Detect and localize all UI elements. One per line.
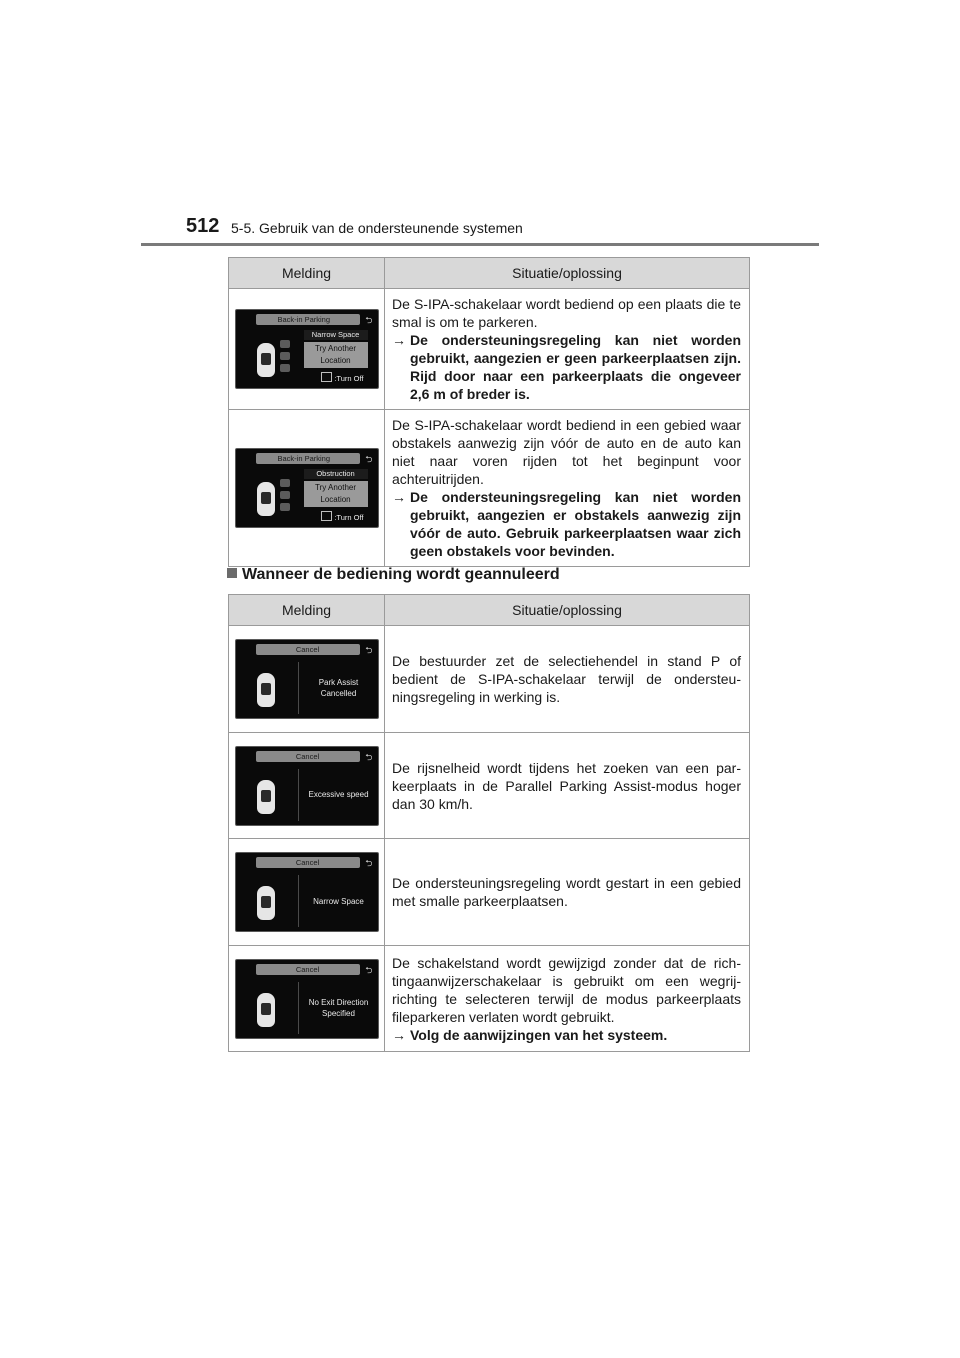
screen-divider: [298, 875, 299, 927]
screen-footer-text: :Turn Off: [334, 513, 364, 522]
table-header-row: [229, 258, 750, 289]
sensor-icon: [280, 479, 290, 487]
table-row: [229, 410, 750, 567]
screen-highlight-box: [304, 481, 368, 507]
car-icon: [257, 673, 275, 707]
message-screen-cell: [229, 733, 385, 839]
message-screen-cell: [229, 410, 385, 567]
message-table-1: [228, 257, 750, 567]
car-icon: [257, 993, 275, 1027]
screen-highlight-line2: Location: [320, 356, 351, 365]
switch-icon: [321, 511, 332, 521]
screen-divider: [298, 662, 299, 714]
screen-message: [300, 775, 378, 815]
solution-line: [392, 331, 741, 403]
sensor-icon: [280, 352, 290, 360]
screen-highlight-line1: Try Another: [314, 344, 357, 353]
display-screen-image: [235, 852, 379, 932]
table-row: [229, 839, 750, 946]
situation-cell: [385, 626, 750, 733]
message-table-2: [228, 594, 750, 1052]
screen-footer: [304, 511, 368, 523]
car-icon: [257, 482, 275, 516]
arrow-icon: →: [392, 489, 406, 505]
situation-cell: [385, 946, 750, 1052]
screen-status-line: Narrow Space: [304, 330, 368, 340]
screen-title: Back-in Parking: [256, 314, 360, 325]
car-icon: [257, 886, 275, 920]
screen-title: Cancel: [256, 964, 360, 975]
screen-message-line2: Specified: [322, 1008, 355, 1018]
square-bullet-icon: [227, 568, 237, 578]
screen-message: [300, 988, 378, 1028]
message-screen-cell: [229, 289, 385, 410]
table-row: [229, 946, 750, 1052]
situation-text: De schakelstand wordt gewijzigd zonder dat de rich-tingaanwijzerschakelaar is gebruikt om een wegrij-richting te selecteren terwijl de modus parkeerplaats fileparkeren verlaten wordt gebruikt.: [392, 954, 741, 1025]
screen-title: Back-in Parking: [256, 453, 360, 464]
solution-line: [392, 488, 741, 560]
screen-highlight-line1: Try Another: [314, 483, 357, 492]
section-title: 5-5. Gebruik van de ondersteunende systemen: [231, 220, 523, 236]
return-icon: ⮌: [365, 964, 373, 975]
arrow-icon: →: [392, 1026, 406, 1043]
solution-line: [392, 1026, 741, 1044]
situation-cell: [385, 839, 750, 946]
solution-text: De ondersteuningsregeling kan niet worden gebruikt, aangezien er geen parkeerplaatsen zijn. Rijd door naar een parkeerplaats die ongeveer 2,6 m of breder is.: [410, 332, 741, 402]
situation-text: De ondersteuningsregeling wordt gestart in een gebied met smalle parkeerplaatsen.: [392, 875, 741, 909]
screen-footer-text: :Turn Off: [334, 374, 364, 383]
screen-message: [300, 668, 378, 708]
screen-footer: [304, 372, 368, 384]
screen-message-line1: No Exit Direction: [308, 997, 369, 1007]
display-screen-image: [235, 448, 379, 528]
screen-message-line2: Cancelled: [320, 689, 357, 698]
return-icon: ⮌: [365, 751, 373, 762]
situation-text: De bestuurder zet de selectiehendel in stand P of bedient de S-IPA-schakelaar terwijl de ondersteu-ningsregeling in werking is.: [392, 653, 741, 705]
screen-message-line1: Narrow Space: [313, 896, 364, 906]
subheading-text: Wanneer de bediening wordt geannuleerd: [242, 566, 560, 583]
column-header-melding: Melding: [229, 595, 385, 626]
situation-cell: [385, 410, 750, 567]
display-screen-image: [235, 959, 379, 1039]
screen-divider: [298, 982, 299, 1034]
return-icon: ⮌: [365, 454, 373, 464]
table-header-row: [229, 595, 750, 626]
screen-message: [300, 881, 378, 921]
table-row: [229, 626, 750, 733]
return-icon: ⮌: [365, 315, 373, 325]
message-screen-cell: [229, 839, 385, 946]
page-number: 512: [186, 215, 220, 237]
section-subheading: [227, 566, 560, 584]
message-screen-cell: [229, 626, 385, 733]
situation-cell: [385, 289, 750, 410]
screen-status-line: Obstruction: [304, 469, 368, 479]
screen-title: Cancel: [256, 857, 360, 868]
sensor-icon: [280, 491, 290, 499]
solution-text: De ondersteuningsregeling kan niet worden gebruikt, aangezien er obstakels aanwezig zijn vóór de auto. Gebruik parkeerplaatsen waar zich geen obstakels voor bevinden.: [410, 489, 741, 559]
column-header-situatie: Situatie/oplossing: [385, 258, 750, 289]
screen-highlight-line2: Location: [320, 495, 351, 504]
table-row: [229, 289, 750, 410]
message-screen-cell: [229, 946, 385, 1052]
display-screen-image: [235, 309, 379, 389]
table-row: [229, 733, 750, 839]
sensor-icon: [280, 364, 290, 372]
switch-icon: [321, 372, 332, 382]
screen-message-line1: Excessive speed: [308, 790, 369, 799]
sensor-icon: [280, 340, 290, 348]
display-screen-image: [235, 639, 379, 719]
car-icon: [257, 780, 275, 814]
screen-message-line1: Park Assist: [318, 678, 359, 687]
screen-title: Cancel: [256, 751, 360, 762]
situation-cell: [385, 733, 750, 839]
display-screen-image: [235, 746, 379, 826]
screen-highlight-box: [304, 342, 368, 368]
screen-divider: [298, 769, 299, 821]
header-divider: [141, 243, 819, 246]
screen-title: Cancel: [256, 644, 360, 655]
column-header-situatie: Situatie/oplossing: [385, 595, 750, 626]
solution-text: Volg de aanwijzingen van het systeem.: [410, 1026, 668, 1043]
situation-text: De S-IPA-schakelaar wordt bediend in een gebied waar obstakels aanwezig zijn vóór de auto en de auto kan niet naar voren rijden tot het beginpunt voor achteruitrijden.: [392, 417, 741, 487]
return-icon: ⮌: [365, 645, 373, 655]
sensor-icon: [280, 503, 290, 511]
car-icon: [257, 343, 275, 377]
arrow-icon: →: [392, 332, 406, 348]
column-header-melding: Melding: [229, 258, 385, 289]
situation-text: De rijsnelheid wordt tijdens het zoeken van een par-keerplaats in de Parallel Parking Assist-modus hoger dan 30 km/h.: [392, 759, 741, 812]
return-icon: ⮌: [365, 858, 373, 868]
situation-text: De S-IPA-schakelaar wordt bediend op een plaats die te smal is om te parkeren.: [392, 296, 741, 330]
